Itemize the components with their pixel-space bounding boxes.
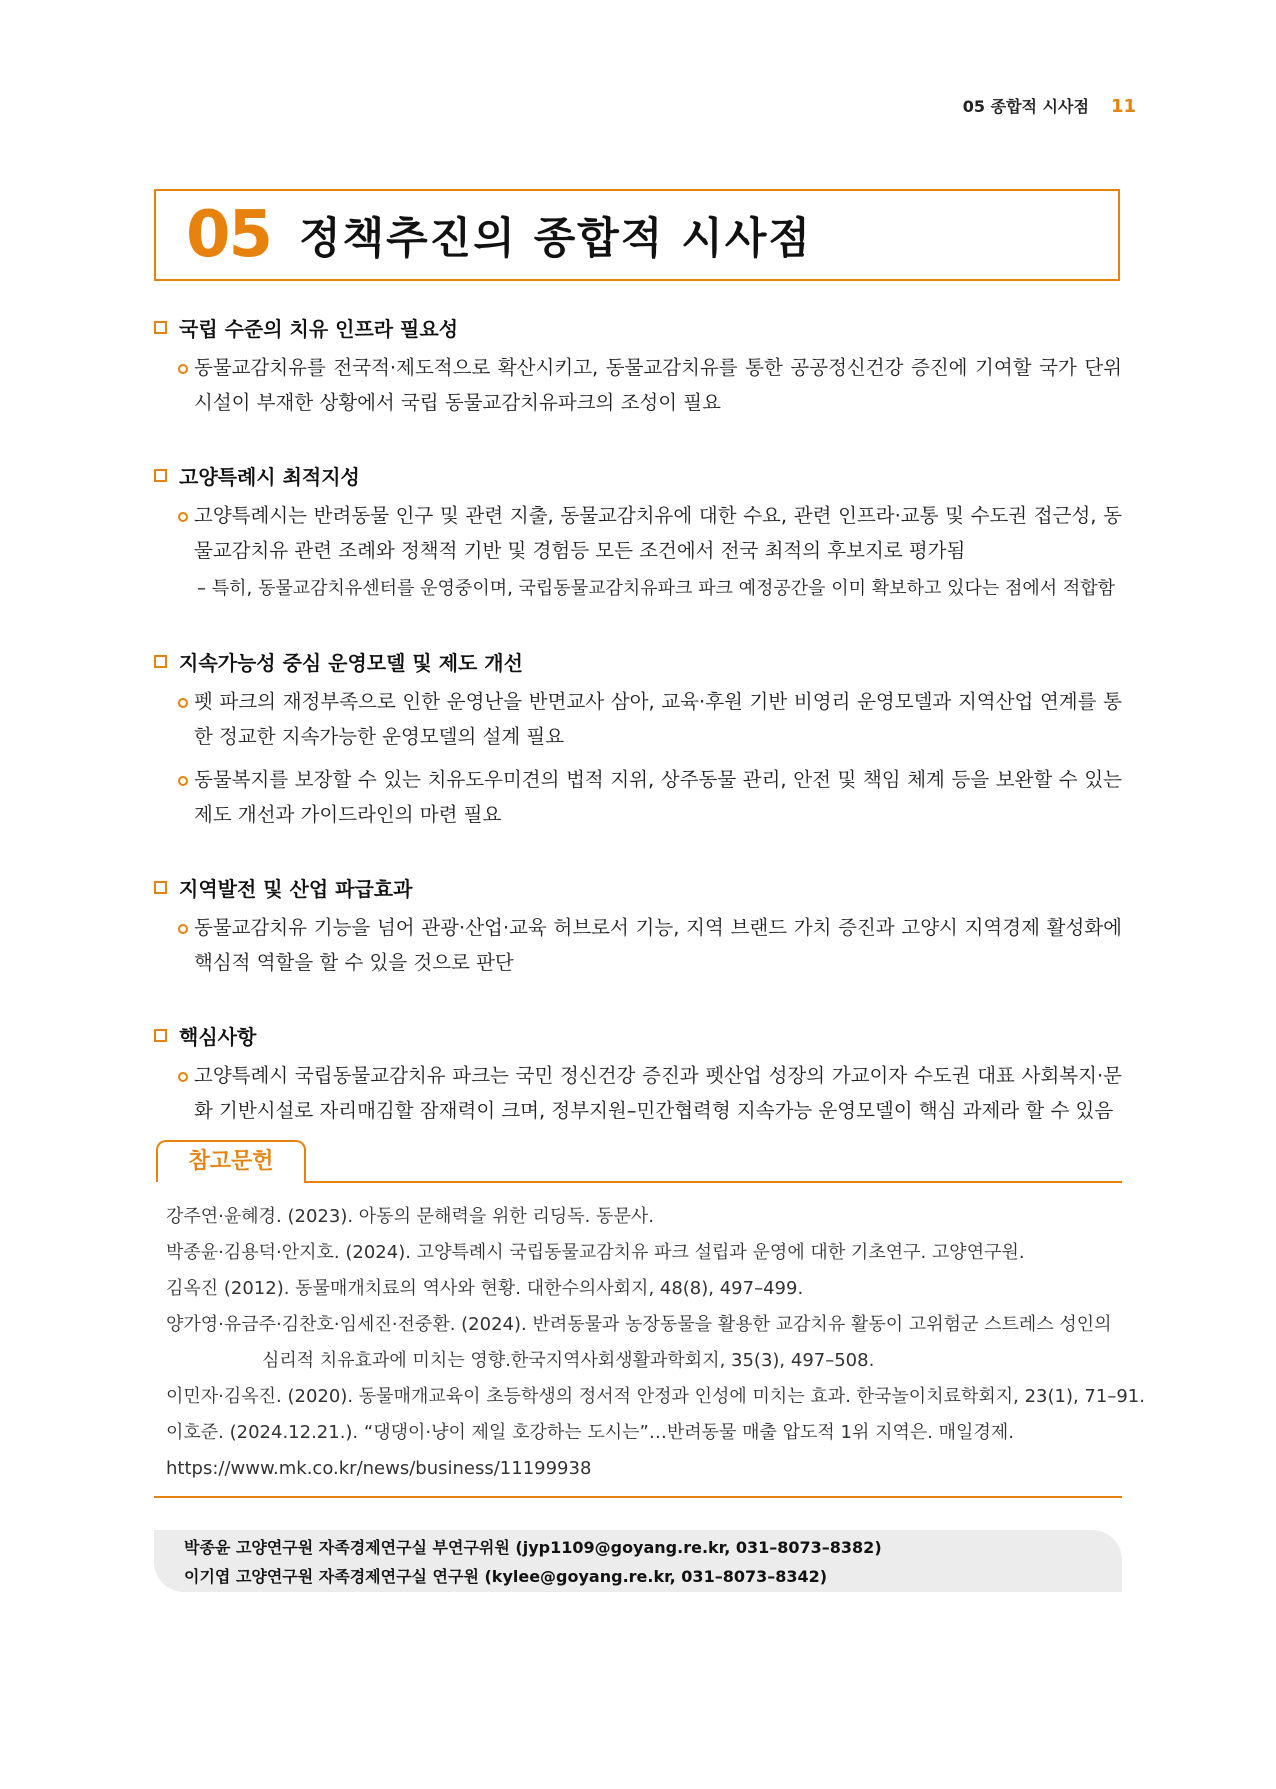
square-bullet-icon: [154, 469, 167, 482]
section-heading: [154, 1020, 1122, 1050]
bullet-text: 동물교감치유 기능을 넘어 관광·산업·교육 허브로서 기능, 지역 브랜드 가치 증진과 고양시 지역경제 활성화에 핵심적 역할을 할 수 있을 것으로 판단: [194, 916, 1122, 974]
bullet-item: [154, 684, 1122, 754]
section-heading: [154, 460, 1122, 490]
running-header-section: 05 종합적 시사점: [962, 97, 1089, 116]
section-heading: [154, 646, 1122, 676]
reference-item: 양가영·유금주·김찬호·임세진·전중환. (2024). 반려동물과 농장동물을 활용한 교감치유 활동이 고위험군 스트레스 성인의: [166, 1314, 1112, 1335]
square-bullet-icon: [154, 321, 167, 334]
ring-bullet-icon: [178, 364, 188, 374]
bullet-text: 동물교감치유를 전국적·제도적으로 확산시키고, 동물교감치유를 통한 공공정신건강 증진에 기여할 국가 단위 시설이 부재한 상황에서 국립 동물교감치유파크의 조성이 필요: [194, 356, 1122, 414]
bullet-item: [154, 1058, 1122, 1128]
section-heading-text: 지속가능성 중심 운영모델 및 제도 개선: [179, 650, 523, 675]
section-heading-text: 고양특례시 최적지성: [179, 464, 360, 489]
bullet-text: 동물복지를 보장할 수 있는 치유도우미견의 법적 지위, 상주동물 관리, 안전 및 책임 체계 등을 보완할 수 있는 제도 개선과 가이드라인의 마련 필요: [194, 768, 1122, 826]
references-list: [166, 1199, 1145, 1487]
running-header: [963, 94, 1136, 117]
bottom-divider: [154, 1496, 1122, 1498]
chapter-title-box: [154, 189, 1120, 281]
bullet-text: 고양특례시 국립동물교감치유 파크는 국민 정신건강 증진과 펫산업 성장의 가교이자 수도권 대표 사회복지·문화 기반시설로 자리매김할 잠재력이 크며, 정부지원–민간협력형 지속가능 운영모델이 핵심 과제라 할 수 있음: [194, 1064, 1122, 1122]
section-sustainability: [154, 646, 1122, 832]
section-heading-text: 국립 수준의 치유 인프라 필요성: [179, 316, 459, 341]
section-heading: [154, 872, 1122, 902]
bullet-item: [154, 762, 1122, 832]
reference-item-continuation: 심리적 치유효과에 미치는 영향.한국지역사회생활과학회지, 35(3), 497–508.: [262, 1350, 875, 1371]
section-key-points: [154, 1020, 1122, 1128]
sub-bullet-text: – 특히, 동물교감치유센터를 운영중이며, 국립동물교감치유파크 파크 예정공간을 이미 확보하고 있다는 점에서 적합함: [197, 578, 1116, 599]
ring-bullet-icon: [178, 924, 188, 934]
bullet-item: [154, 498, 1122, 568]
square-bullet-icon: [154, 881, 167, 894]
section-goyang-optimal: [154, 460, 1122, 606]
bullet-item: [154, 350, 1122, 420]
section-regional-development: [154, 872, 1122, 980]
references-header: [154, 1138, 1122, 1184]
page-number: 11: [1110, 96, 1136, 117]
reference-item: 박종윤·김용덕·안지호. (2024). 고양특례시 국립동물교감치유 파크 설립과 운영에 대한 기초연구. 고양연구원.: [166, 1242, 1025, 1263]
main-content: [154, 312, 1122, 1168]
section-heading-text: 지역발전 및 산업 파급효과: [179, 876, 413, 901]
section-national-infra: [154, 312, 1122, 420]
bullet-item: [154, 910, 1122, 980]
section-heading-text: 핵심사항: [179, 1024, 257, 1049]
references-divider: [304, 1181, 1122, 1183]
bullet-text: 펫 파크의 재정부족으로 인한 운영난을 반면교사 삼아, 교육·후원 기반 비영리 운영모델과 지역산업 연계를 통한 정교한 지속가능한 운영모델의 설계 필요: [194, 690, 1122, 748]
ring-bullet-icon: [178, 1072, 188, 1082]
ring-bullet-icon: [178, 512, 188, 522]
references-title: 참고문헌: [156, 1140, 306, 1182]
ring-bullet-icon: [178, 698, 188, 708]
chapter-title: 정책추진의 종합적 시사점: [299, 213, 812, 264]
reference-item: 김옥진 (2012). 동물매개치료의 역사와 현황. 대한수의사회지, 48(8), 497–499.: [166, 1278, 804, 1299]
bullet-text: 고양특례시는 반려동물 인구 및 관련 지출, 동물교감치유에 대한 수요, 관련 인프라·교통 및 수도권 접근성, 동물교감치유 관련 조례와 정책적 기반 및 경험등 모든 조건에서 전국 최적의 후보지로 평가됨: [194, 504, 1122, 562]
square-bullet-icon: [154, 655, 167, 668]
square-bullet-icon: [154, 1029, 167, 1042]
section-heading: [154, 312, 1122, 342]
author-line: 이기엽 고양연구원 자족경제연구실 연구원 (kylee@goyang.re.kr, 031–8073–8342): [184, 1567, 828, 1586]
reference-url: https://www.mk.co.kr/news/business/11199938: [166, 1458, 592, 1479]
reference-item: 이민자·김옥진. (2020). 동물매개교육이 초등학생의 정서적 안정과 인성에 미치는 효과. 한국놀이치료학회지, 23(1), 71–91.: [166, 1386, 1145, 1407]
author-info-box: [154, 1530, 1122, 1592]
reference-item: 강주연·윤혜경. (2023). 아동의 문해력을 위한 리딩독. 동문사.: [166, 1206, 654, 1227]
author-line: 박종윤 고양연구원 자족경제연구실 부연구위원 (jyp1109@goyang.re.kr, 031–8073–8382): [184, 1538, 882, 1557]
chapter-number: 05: [186, 198, 272, 272]
ring-bullet-icon: [178, 776, 188, 786]
reference-item: 이호준. (2024.12.21.). “댕댕이·냥이 제일 호강하는 도시는”…반려동물 매출 압도적 1위 지역은. 매일경제.: [166, 1422, 1014, 1443]
